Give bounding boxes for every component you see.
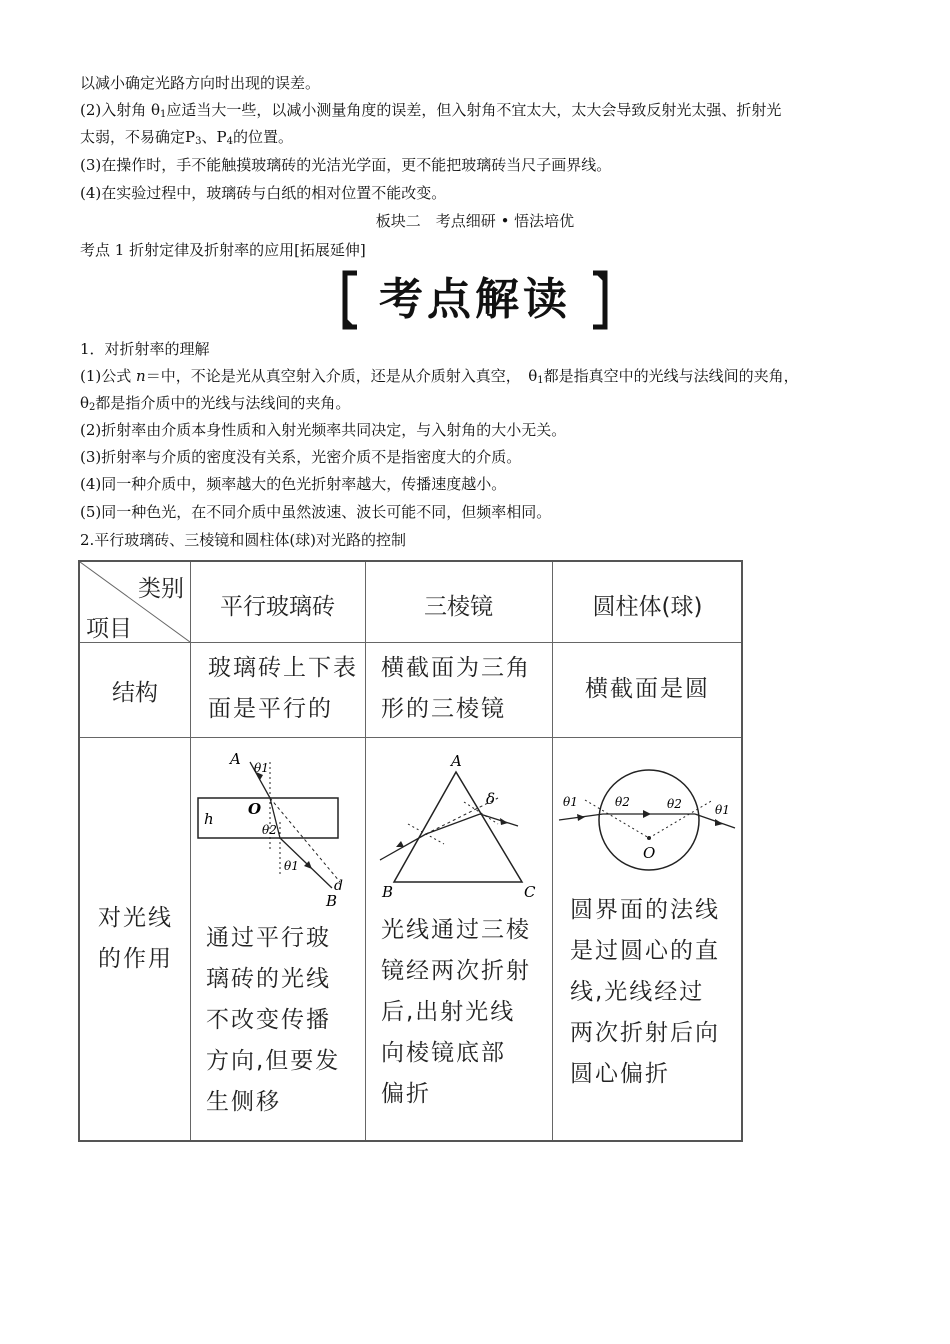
effect-prism-line-2: 镜经两次折射 <box>381 958 531 984</box>
cyl-label-theta2-right: θ2 <box>667 797 682 811</box>
cyl-label-theta1-left: θ1 <box>563 795 578 809</box>
para-line-3 <box>80 127 293 152</box>
cyl-arrow-mid <box>643 810 651 818</box>
prism-label-delta: δ <box>486 790 496 808</box>
col-divider-2 <box>365 562 366 1140</box>
effect-prism-line-1: 光线通过三棱 <box>381 917 531 943</box>
label-a: A <box>230 750 241 768</box>
prism-label-b: B <box>382 883 394 901</box>
header-prism: 三棱镜 <box>424 594 493 620</box>
comparison-table <box>78 560 743 1142</box>
header-category: 类别 <box>138 576 184 602</box>
header-cylinder: 圆柱体(球) <box>592 594 703 620</box>
understanding-item-3: (3)折射率与介质的密度没有关系，光密介质不是指密度大的介质。 <box>80 448 522 466</box>
effect-prism-line-3: 后,出射光线 <box>381 999 516 1025</box>
effect-parallel-line-4: 方向,但要发 <box>206 1048 341 1074</box>
topic-title: 考点 1 折射定律及折射率的应用[拓展延伸] <box>80 241 366 259</box>
row-divider-1 <box>80 642 741 643</box>
topic-banner <box>341 269 609 331</box>
col-divider-3 <box>552 562 553 1140</box>
cyl-arrow-in <box>577 814 585 821</box>
effect-prism-line-5: 偏折 <box>381 1081 431 1107</box>
banner-text: 考点解读 <box>379 274 571 325</box>
label-b: B <box>326 892 338 910</box>
structure-prism-line-1: 横截面为三角 <box>381 655 531 681</box>
effect-cylinder-line-1: 圆界面的法线 <box>570 897 720 923</box>
para-2-rest: 应适当大一些，以减小测量角度的误差，但入射角不宜太大，太大会导致反射光太强、折射光 <box>166 101 782 119</box>
item-1-pre: (1)公式 <box>80 367 137 385</box>
understanding-heading: 1．对折射率的理解 <box>80 340 210 358</box>
para-3-post: 的位置。 <box>232 128 293 146</box>
para-3-pre: 太弱，不易确定P <box>80 128 196 146</box>
understanding-item-2: (2)折射率由介质本身性质和入射光频率共同决定，与入射角的大小无关。 <box>80 421 567 439</box>
para-2-start: (2)入射角 θ <box>80 101 161 119</box>
label-theta1-bottom: θ1 <box>284 859 299 873</box>
para-line-2 <box>80 100 781 125</box>
understanding-item-1 <box>80 366 799 391</box>
cyl-label-theta1-right: θ1 <box>715 803 730 817</box>
structure-cylinder: 横截面是圆 <box>585 676 710 702</box>
effect-cylinder-line-4: 两次折射后向 <box>570 1020 720 1046</box>
sub-theta2: 2 <box>89 402 96 413</box>
prism-label-c: C <box>524 883 536 901</box>
para-line-4: (3)在操作时，手不能触摸玻璃砖的光洁光学面，更不能把玻璃砖当尺子画界线。 <box>80 156 612 174</box>
prism-internal-ray <box>426 814 480 834</box>
sub-p3: 3 <box>195 136 202 147</box>
label-h: h <box>204 810 214 828</box>
structure-parallel-line-1: 玻璃砖上下表 <box>208 655 358 681</box>
label-d: d <box>334 878 343 894</box>
effect-cylinder-line-5: 圆心偏折 <box>570 1061 670 1087</box>
prism-label-a: A <box>451 752 462 770</box>
prism-diagram <box>368 742 552 912</box>
prism-arrow-out <box>500 818 508 825</box>
item-1b-tail: 都是指介质中的光线与法线间的夹角。 <box>95 394 351 412</box>
extension-line <box>270 798 340 882</box>
label-o: O <box>248 800 262 818</box>
para-3-mid: 、P <box>201 128 227 146</box>
theta-symbol: θ <box>80 394 90 412</box>
understanding-item-4: (4)同一种介质中，频率越大的色光折射率越大，传播速度越小。 <box>80 475 507 493</box>
cyl-label-theta2-left: θ2 <box>615 795 630 809</box>
understanding-item-1b <box>80 393 350 418</box>
effect-parallel-line-2: 璃砖的光线 <box>206 966 331 992</box>
row-label-structure: 结构 <box>112 680 158 706</box>
header-item: 项目 <box>86 616 132 642</box>
structure-parallel-line-2: 面是平行的 <box>208 696 333 722</box>
cyl-label-o: O <box>643 844 656 862</box>
row-divider-2 <box>80 737 741 738</box>
section-title: 板块二 考点细研 • 悟法培优 <box>375 212 575 230</box>
effect-cylinder-line-2: 是过圆心的直 <box>570 938 720 964</box>
parallel-glass-diagram <box>190 742 365 912</box>
structure-prism-line-2: 形的三棱镜 <box>381 696 506 722</box>
understanding-item-5: (5)同一种色光，在不同介质中虽然波速、波长可能不同，但频率相同。 <box>80 503 552 521</box>
label-theta1-top: θ1 <box>254 761 269 775</box>
item-1-tail: 都是指真空中的光线与法线间的夹角， <box>543 367 799 385</box>
effect-prism-line-4: 向棱镜底部 <box>381 1040 506 1066</box>
cyl-arrow-out <box>715 819 723 826</box>
effect-cylinder-line-3: 线,光线经过 <box>570 979 705 1005</box>
para-line-5: (4)在实验过程中，玻璃砖与白纸的相对位置不能改变。 <box>80 184 447 202</box>
row-label-effect-line-2: 的作用 <box>98 946 173 972</box>
header-parallel-glass: 平行玻璃砖 <box>220 594 335 620</box>
control-heading: 2.平行玻璃砖、三棱镜和圆柱体(球)对光路的控制 <box>80 531 407 549</box>
sub-p4: 4 <box>226 136 233 147</box>
prism-arrow-in <box>396 841 404 847</box>
para-line-1: 以减小确定光路方向时出现的误差。 <box>80 74 321 92</box>
sub-1: 1 <box>160 109 167 120</box>
cylinder-diagram <box>555 742 743 912</box>
effect-parallel-line-3: 不改变传播 <box>206 1007 331 1033</box>
symbol-n: n <box>136 367 146 385</box>
item-1-post: ＝中，不论是光从真空射入介质，还是从介质射入真空， θ <box>145 367 538 385</box>
effect-parallel-line-1: 通过平行玻 <box>206 925 331 951</box>
label-theta2: θ2 <box>262 823 277 837</box>
row-label-effect-line-1: 对光线 <box>98 905 173 931</box>
effect-parallel-line-5: 生侧移 <box>206 1089 281 1115</box>
sub-theta1: 1 <box>537 375 544 386</box>
